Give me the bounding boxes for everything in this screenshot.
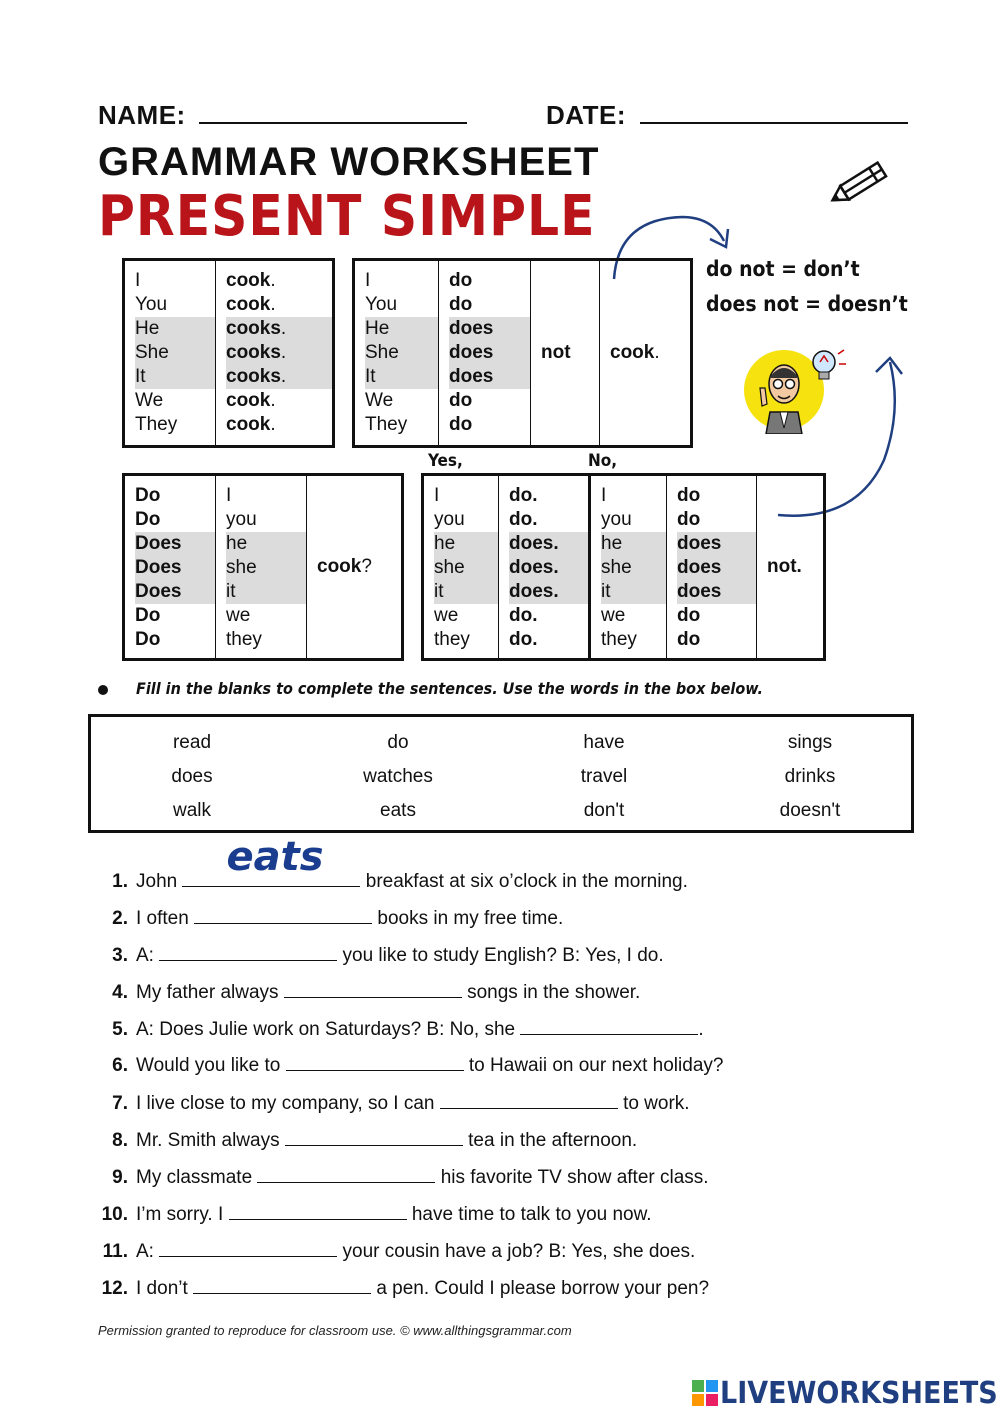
verb-cell: cook — [226, 390, 271, 411]
rule-do-not: do not = don’t — [706, 257, 860, 281]
answer-blank[interactable] — [194, 907, 372, 924]
liveworksheets-logo-icon — [692, 1380, 718, 1406]
subject-cell: They — [135, 414, 178, 435]
date-field — [546, 100, 908, 131]
word-option: watches — [363, 766, 433, 787]
aux-cell: do — [449, 414, 473, 435]
date-blank[interactable] — [640, 122, 908, 124]
aux-cell: do — [449, 390, 473, 411]
subject-cell: They — [365, 414, 408, 435]
yes-aux-cell: do. — [509, 605, 538, 626]
word-option: have — [583, 732, 625, 753]
subject-cell: I — [434, 485, 440, 506]
question-item: 6. Would you like to to Hawaii on our next holiday? — [112, 1055, 724, 1076]
question-item: 1. John eats breakfast at six o’clock in the morning. — [112, 834, 688, 892]
answer-blank[interactable] — [182, 834, 360, 887]
aux-cell: Do — [135, 485, 161, 506]
yes-aux-cell: do. — [509, 509, 538, 530]
question-item: 11. A: your cousin have a job? B: Yes, she does. — [102, 1241, 696, 1262]
aux-cell: does — [449, 365, 530, 389]
no-aux-cell: do — [677, 509, 701, 530]
question-item: 4. My father always songs in the shower. — [112, 982, 641, 1003]
answer-blank[interactable] — [229, 1203, 407, 1220]
subject-cell: he — [601, 532, 666, 556]
no-aux-cell: does — [677, 580, 756, 604]
question-item: 3. A: you like to study English? B: Yes, I do. — [112, 945, 664, 966]
subject-cell: I — [365, 270, 371, 291]
subject-cell: you — [226, 509, 257, 530]
subject-cell: He — [135, 317, 215, 341]
topic-title: PRESENT SIMPLE — [98, 184, 596, 249]
subject-cell: I — [601, 485, 607, 506]
aux-cell: Do — [135, 509, 161, 530]
verb-cell: cook — [226, 270, 271, 291]
yes-label: Yes, — [428, 451, 463, 471]
short-answer-table — [421, 473, 826, 661]
subject-cell: She — [135, 341, 215, 365]
subject-cell: You — [365, 294, 398, 315]
question-item: 5. A: Does Julie work on Saturdays? B: No, she . — [112, 1019, 704, 1040]
aux-cell: does — [449, 341, 530, 365]
aux-cell: do — [449, 294, 473, 315]
word-option: read — [172, 732, 212, 753]
subject-cell: It — [135, 365, 215, 389]
aux-cell: Do — [135, 629, 161, 650]
yes-aux-cell: do. — [509, 485, 538, 506]
answer-blank[interactable] — [257, 1166, 435, 1183]
verb-cell: cooks — [226, 318, 281, 339]
answer-blank[interactable] — [284, 981, 462, 998]
word-option: travel — [580, 766, 628, 787]
brand-name[interactable]: LIVEWORKSHEETS — [720, 1376, 998, 1411]
no-aux-cell: does — [677, 532, 756, 556]
instruction-text: Fill in the blanks to complete the sentences. Use the words in the box below. — [136, 679, 763, 698]
answer-blank[interactable] — [193, 1277, 371, 1294]
instruction — [98, 679, 763, 698]
copyright-footer: Permission granted to reproduce for classroom use. © www.allthingsgrammar.com — [98, 1323, 572, 1338]
subject-cell: they — [434, 629, 470, 650]
no-aux-cell: do — [677, 605, 701, 626]
subject-cell: she — [226, 556, 306, 580]
subject-cell: they — [226, 629, 262, 650]
word-option: eats — [380, 800, 416, 821]
word-option: walk — [172, 800, 211, 821]
answer-blank[interactable] — [520, 1018, 698, 1035]
subject-cell: We — [135, 390, 164, 411]
subject-cell: You — [135, 294, 168, 315]
aux-cell: does — [449, 317, 530, 341]
question-item: 8. Mr. Smith always tea in the afternoon. — [112, 1130, 638, 1151]
word-option: don't — [583, 800, 625, 821]
pencil-icon — [826, 152, 898, 214]
word-option: sings — [787, 732, 833, 753]
no-aux-cell: do — [677, 485, 701, 506]
subject-cell: they — [601, 629, 637, 650]
worksheet-title: GRAMMAR WORKSHEET — [98, 140, 600, 184]
subject-cell: she — [434, 556, 498, 580]
date-label: DATE: — [546, 100, 627, 130]
subject-cell: She — [365, 341, 438, 365]
subject-cell: he — [226, 532, 306, 556]
yes-aux-cell: does. — [509, 556, 588, 580]
name-label: NAME: — [98, 100, 186, 130]
subject-cell: it — [434, 580, 498, 604]
verb-cell: cook — [226, 414, 271, 435]
question-table — [122, 473, 404, 661]
aux-cell: Does — [135, 532, 215, 556]
subject-cell: It — [365, 365, 438, 389]
aux-cell: Do — [135, 605, 161, 626]
subject-cell: it — [601, 580, 666, 604]
word-box — [88, 714, 914, 833]
subject-cell: we — [226, 605, 251, 626]
subject-cell: she — [601, 556, 666, 580]
affirmative-table: I You He She It We They cook. cook. cooks. cooks. cooks. cook. cook. — [122, 258, 335, 448]
question-item: 7. I live close to my company, so I can to work. — [112, 1093, 690, 1114]
word-option: does — [171, 766, 213, 787]
question-item: 10. I’m sorry. I have time to talk to you now. — [101, 1204, 652, 1225]
subject-cell: I — [135, 270, 141, 291]
subject-cell: we — [601, 605, 626, 626]
name-blank[interactable] — [199, 122, 467, 124]
answer-blank[interactable] — [440, 1092, 618, 1109]
bullet-icon — [98, 685, 108, 695]
answer-blank[interactable] — [285, 1129, 463, 1146]
subject-cell: I — [226, 485, 232, 506]
answer-blank[interactable] — [159, 1240, 337, 1257]
yes-aux-cell: do. — [509, 629, 538, 650]
verb-cell: cooks — [226, 366, 281, 387]
question-verb-cell: cook? — [307, 475, 403, 660]
no-aux-cell: do — [677, 629, 701, 650]
aux-cell: Does — [135, 580, 215, 604]
base-verb-cell: cook. — [600, 260, 692, 447]
question-item: 9. My classmate his favorite TV show after class. — [112, 1167, 709, 1188]
name-field — [98, 100, 467, 131]
subject-cell: it — [226, 580, 306, 604]
question-item: 12. I don’t a pen. Could I please borrow your pen? — [101, 1278, 710, 1299]
word-option: doesn't — [779, 800, 841, 821]
subject-cell: he — [434, 532, 498, 556]
yes-aux-cell: does. — [509, 532, 588, 556]
subject-cell: He — [365, 317, 438, 341]
answer-blank[interactable] — [159, 944, 337, 961]
verb-cell: cooks — [226, 342, 281, 363]
word-option: drinks — [784, 766, 836, 787]
aux-cell: Does — [135, 556, 215, 580]
subject-cell: you — [601, 509, 632, 530]
rule-does-not: does not = doesn’t — [706, 292, 908, 316]
filled-answer: eats — [226, 834, 324, 880]
no-label: No, — [588, 451, 618, 471]
yes-aux-cell: does. — [509, 580, 588, 604]
answer-blank[interactable] — [286, 1054, 464, 1071]
word-option: do — [387, 732, 409, 753]
no-aux-cell: does — [677, 556, 756, 580]
negation-cell: not — [531, 260, 600, 447]
negative-table — [352, 258, 693, 448]
subject-cell: you — [434, 509, 465, 530]
subject-cell: We — [365, 390, 394, 411]
aux-cell: do — [449, 270, 473, 291]
answer-negation-cell: not. — [757, 475, 825, 660]
subject-cell: we — [434, 605, 459, 626]
verb-cell: cook — [226, 294, 271, 315]
question-item: 2. I often books in my free time. — [112, 908, 564, 929]
